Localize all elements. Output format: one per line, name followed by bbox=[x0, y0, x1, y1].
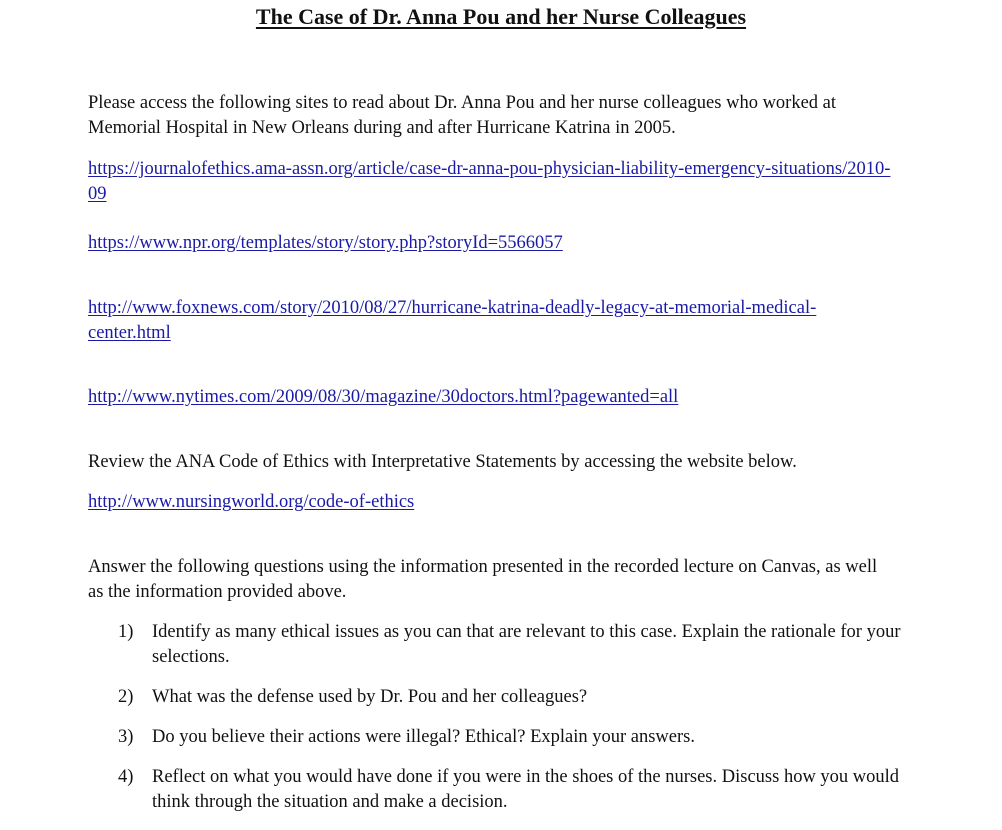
question-number: 3) bbox=[118, 727, 134, 747]
question-text: Identify as many ethical issues as you can that are relevant to this case. Explain the rationale for your selections. bbox=[152, 622, 901, 667]
link-ama-journal[interactable]: https://journalofethics.ama-assn.org/article/case-dr-anna-pou-physician-liability-emergency-situations/2010-09 bbox=[88, 159, 891, 204]
link-npr[interactable]: https://www.npr.org/templates/story/story.php?storyId=5566057 bbox=[88, 233, 563, 253]
link-ana-code-of-ethics[interactable]: http://www.nursingworld.org/code-of-ethics bbox=[88, 492, 415, 512]
question-text: What was the defense used by Dr. Pou and her colleagues? bbox=[152, 687, 588, 707]
question-text: Do you believe their actions were illegal? Ethical? Explain your answers. bbox=[152, 727, 695, 747]
link-foxnews[interactable]: http://www.foxnews.com/story/2010/08/27/hurricane-katrina-deadly-legacy-at-memorial-medical-center.html bbox=[88, 298, 817, 343]
review-paragraph: Review the ANA Code of Ethics with Interpretative Statements by accessing the website below. bbox=[88, 452, 797, 472]
question-number: 4) bbox=[118, 767, 134, 787]
list-item bbox=[118, 765, 938, 815]
questions-list bbox=[118, 620, 938, 830]
list-item bbox=[118, 620, 938, 670]
list-item bbox=[118, 725, 938, 750]
answer-intro-paragraph: Answer the following questions using the information presented in the recorded lecture on Canvas, as well as the information provided above. bbox=[88, 557, 878, 602]
intro-paragraph: Please access the following sites to read about Dr. Anna Pou and her nurse colleagues who worked at Memorial Hospital in New Orleans during and after Hurricane Katrina in 2005. bbox=[88, 93, 837, 138]
question-text: Reflect on what you would have done if you were in the shoes of the nurses. Discuss how you would think through the situation and make a decision. bbox=[152, 767, 900, 812]
page-title: The Case of Dr. Anna Pou and her Nurse Colleagues bbox=[255, 4, 747, 29]
question-number: 2) bbox=[118, 687, 134, 707]
question-number: 1) bbox=[118, 622, 134, 642]
list-item bbox=[118, 685, 938, 710]
link-nytimes[interactable]: http://www.nytimes.com/2009/08/30/magazine/30doctors.html?pagewanted=all bbox=[88, 387, 679, 407]
